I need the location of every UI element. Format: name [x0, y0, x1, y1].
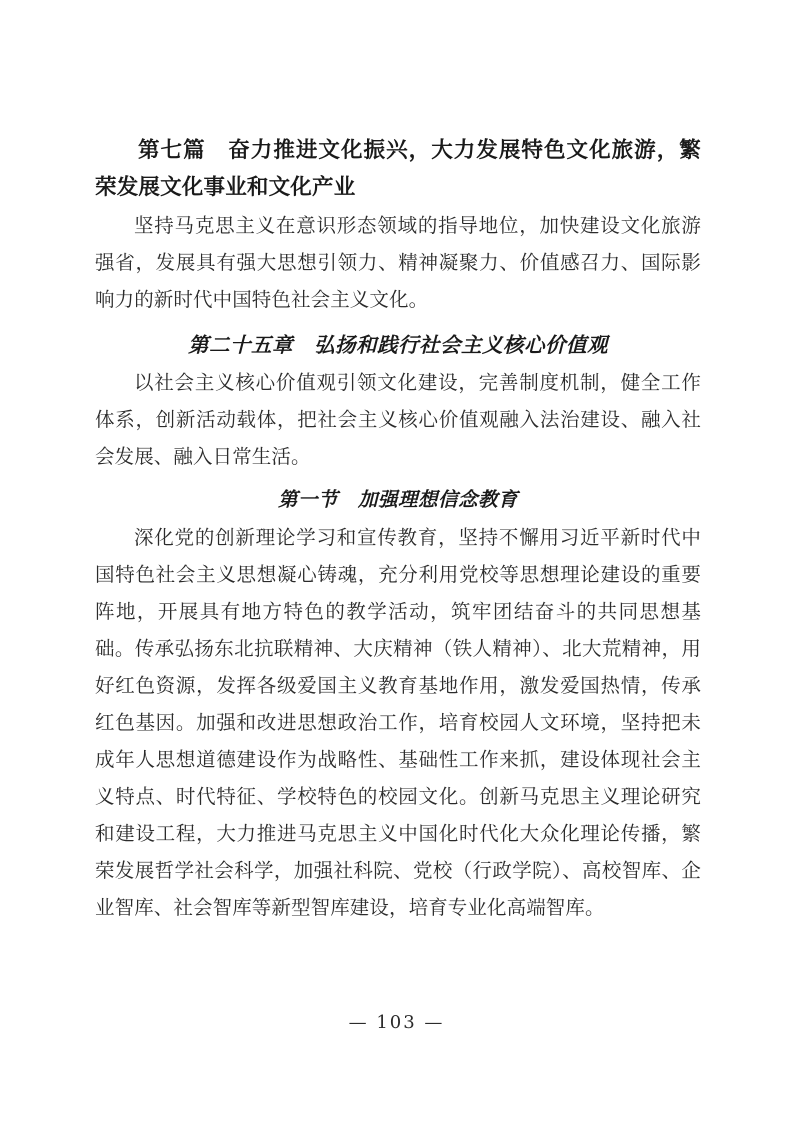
section-heading: 第一节 加强理想信念教育: [277, 488, 518, 511]
page-content: [95, 132, 701, 926]
page-number-footer: — 103 —: [348, 1012, 445, 1033]
chapter-intro-paragraph: 以社会主义核心价值观引领文化建设，完善制度机制，健全工作体系，创新活动载体，把社会主义核心价值观融入法治建设、融入社会发展、融入日常生活。: [95, 371, 701, 468]
part-intro-paragraph: 坚持马克思主义在意识形态领域的指导地位，加快建设文化旅游强省，发展具有强大思想引领力、精神凝聚力、价值感召力、国际影响力的新时代中国特色社会主义文化。: [95, 214, 701, 311]
section-paragraph: 深化党的创新理论学习和宣传教育，坚持不懈用习近平新时代中国特色社会主义思想凝心铸魂，充分利用党校等思想理论建设的重要阵地，开展具有地方特色的教学活动，筑牢团结奋斗的共同思想基础。传承弘扬东北抗联精神、大庆精神（铁人精神）、北大荒精神，用好红色资源，发挥各级爱国主义教育基地作用，激发爱国热情，传承红色基因。加强和改进思想政治工作，培育校园人文环境，坚持把未成年人思想道德建设作为战略性、基础性工作来抓，建设体现社会主义特点、时代特征、学校特色的校园文化。创新马克思主义理论研究和建设工程，大力推进马克思主义中国化时代化大众化理论传播，繁荣发展哲学社会科学，加强社科院、党校（行政学院）、高校智库、企业智库、社会智库等新型智库建设，培育专业化高端智库。: [95, 526, 701, 919]
part-title: 第七篇 奋力推进文化振兴，大力发展特色文化旅游，繁荣发展文化事业和文化产业: [95, 138, 701, 200]
chapter-heading: 第二十五章 弘扬和践行社会主义核心价值观: [188, 333, 608, 357]
